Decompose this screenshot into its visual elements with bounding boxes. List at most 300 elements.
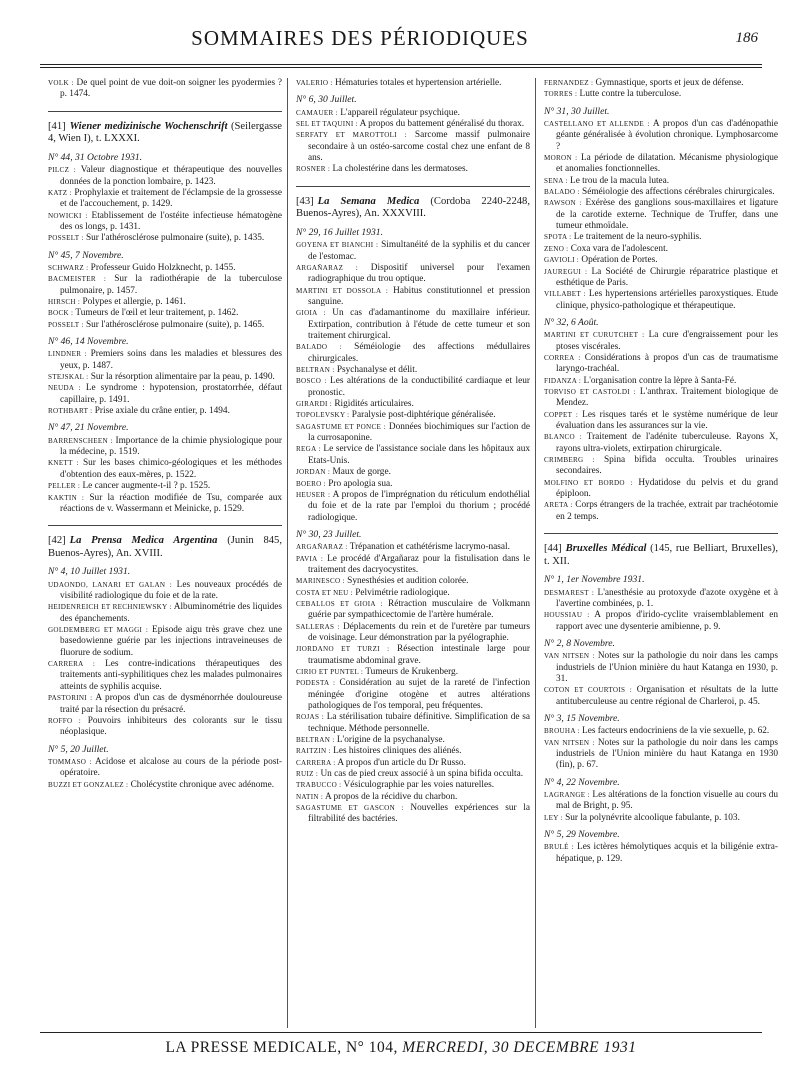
- article-author: COSTA ET NEU :: [296, 588, 353, 597]
- article-entry: [48, 210, 282, 234]
- article-author: MORON :: [544, 154, 578, 163]
- article-author: PILCZ :: [48, 166, 77, 175]
- article-author: BALADO :: [296, 343, 342, 352]
- article-title: Séméiologie des affections cérébrales chirurgicales.: [582, 187, 775, 198]
- article-entry: [48, 372, 282, 383]
- article-author: COPPET :: [544, 410, 579, 419]
- article-entry: [48, 693, 283, 716]
- section-rule: [296, 186, 530, 187]
- article-author: JAUREGUI :: [544, 267, 588, 276]
- article-author: BOSCO :: [296, 377, 327, 386]
- issue-heading: N° 47, 21 Novembre.: [48, 422, 129, 434]
- article-title: Albuminométrie des liquides des épanchements.: [60, 602, 283, 624]
- article-entry: [48, 297, 282, 308]
- article-entry: [544, 842, 778, 865]
- article-author: VAN NITSEN :: [544, 738, 595, 747]
- journal-number: [42]: [48, 535, 66, 547]
- page-header: [40, 22, 760, 62]
- article-author: GAVIOLI :: [544, 256, 580, 265]
- article-entry: [544, 386, 779, 410]
- article-title: Nouvelles expériences sur la filtrabilité des bactéries.: [308, 803, 530, 825]
- article-author: ROFFO :: [48, 716, 82, 725]
- article-entry: [544, 352, 778, 376]
- article-author: PAVIA :: [296, 554, 324, 563]
- article-author: ARGAÑARAZ :: [296, 263, 359, 272]
- article-title: A propos d'irido-cyclite vraisemblablement en rapport avec une dysenterie amibienne, p. 9.: [556, 610, 778, 632]
- article-entry: [296, 308, 530, 342]
- article-entry: [296, 164, 530, 175]
- article-author: KNETT :: [48, 459, 79, 468]
- article-title: La Société de Chirurgie réparatrice plastique et esthétique de Paris.: [556, 266, 778, 288]
- article-entry: [48, 262, 282, 274]
- article-entry: [296, 107, 530, 119]
- article-title: Synesthésies et audition colorée.: [347, 576, 469, 587]
- article-author: TORRES :: [544, 90, 578, 99]
- article-entry: [48, 274, 283, 297]
- article-title: Les nouveaux procédés de visibilité radiologique du foie et de la rate.: [60, 579, 282, 602]
- article-entry: [296, 678, 530, 712]
- article-author: HEIDENREICH ET RECHNIEWSKY :: [48, 603, 172, 612]
- article-title: Les hypertensions artérielles paroxystiques. Etude clinique, physico-pathologique et thérapeutique.: [556, 289, 778, 311]
- article-entry: [544, 500, 778, 523]
- issue-heading: N° 4, 10 Juillet 1931.: [48, 566, 131, 578]
- article-author: CEBALLOS ET GIOIA :: [296, 599, 383, 608]
- article-author: MOLFINO ET BORDO :: [544, 478, 633, 487]
- article-entry: [48, 492, 282, 516]
- article-author: DESMAREST :: [544, 588, 595, 597]
- article-title: Premiers soins dans les maladies et blessures des yeux, p. 1487.: [60, 349, 283, 371]
- article-title: Tumeurs de Krukenberg.: [365, 667, 459, 677]
- article-author: PELLER :: [48, 482, 81, 491]
- article-title: Notes sur la pathologie du noir dans les camps industriels de l'Union minière du haut Katanga en 1930, p. 31.: [556, 651, 779, 684]
- article-author: NEUDA :: [48, 384, 81, 393]
- article-title: Rigidités articulaires.: [334, 399, 414, 410]
- article-title: Sur l'athérosclérose pulmonaire (suite), p. 1465.: [85, 319, 265, 330]
- article-entry: [296, 735, 530, 746]
- article-title: Le cancer augmente-t-il ? p. 1525.: [82, 481, 211, 492]
- column-divider: [535, 78, 536, 1028]
- article-entry: [296, 376, 530, 399]
- article-author: SENA :: [544, 176, 568, 185]
- article-title: Professeur Guido Holzknecht, p. 1455.: [90, 262, 236, 273]
- article-entry: [296, 342, 531, 365]
- article-title: La période de dilatation. Mécanisme physiologique et anomalies fonctionnelles.: [556, 153, 778, 175]
- article-author: CARRERA :: [296, 758, 336, 767]
- article-title: Données biochimiques sur l'action de la currosaponine.: [308, 421, 530, 444]
- article-author: CAMAUER :: [296, 108, 338, 117]
- issue-heading: N° 2, 8 Novembre.: [544, 637, 615, 649]
- article-title: Sur la réaction modifiée de Tsu, comparée aux réactions de v. Wassermann et Meinicke, p. 1529.: [60, 492, 282, 514]
- article-entry: [544, 685, 778, 708]
- article-entry: [296, 285, 531, 309]
- journal-title: Wiener medizinische Wochenschrift: [69, 120, 228, 132]
- article-entry: [296, 478, 530, 490]
- article-author: GIRARDI :: [296, 400, 333, 409]
- article-title: Pro apologia sua.: [328, 478, 393, 489]
- article-title: Sarcome massif pulmonaire secondaire à un ostéo-sarcome costal chez une enfant de 8 ans.: [308, 130, 530, 164]
- article-entry: [544, 812, 778, 824]
- article-title: Spina bifida occulta. Troubles urinaires secondaires.: [556, 455, 779, 477]
- page-footer: [40, 1032, 762, 1057]
- article-entry: [296, 598, 531, 622]
- article-author: SAGASTUME ET PONCE :: [296, 422, 387, 431]
- article-entry: [296, 421, 530, 445]
- article-title: Opération de Portes.: [581, 255, 658, 266]
- article-title: A propos d'un article du Dr Russo.: [337, 757, 466, 768]
- article-entry: [48, 579, 282, 603]
- article-entry: [296, 769, 530, 780]
- journal-heading: [48, 535, 282, 560]
- article-author: VAN NITSEN :: [544, 652, 595, 661]
- article-title: Le procédé d'Argañaraz pour la fistulisation dans le traitement des dacryocystites.: [308, 553, 530, 575]
- article-entry: [296, 712, 530, 735]
- article-title: Cholécystite chronique avec adénome.: [130, 779, 275, 790]
- article-author: GOLDEMBERG ET MAGGI :: [48, 626, 149, 635]
- article-author: ARGAÑARAZ :: [296, 543, 348, 552]
- article-author: ROJAS :: [296, 713, 324, 722]
- article-title: Exérèse des ganglions sous-maxillaires et ligature de la carotide externe. Technique de Truffer, dans une tumeur ethmoïdale.: [556, 198, 779, 232]
- article-entry: [544, 737, 779, 772]
- article-entry: [296, 667, 530, 678]
- article-author: CIRIO ET PUNTEL :: [296, 668, 364, 676]
- article-author: UDAONDO, LANARI ET GALAN :: [48, 580, 172, 589]
- article-title: Rétraction musculaire de Volkmann guérie par sympathicectomie de l'artère humérale.: [308, 598, 531, 621]
- article-entry: [48, 756, 283, 780]
- article-title: Tumeurs de l'œil et leur traitement, p. 1462.: [75, 308, 239, 319]
- article-title: Le traitement de la neuro-syphilis.: [573, 232, 702, 243]
- article-entry: [544, 266, 778, 290]
- article-entry: [544, 198, 779, 232]
- article-title: Trépanation et cathétérisme lacrymo-nasal.: [349, 542, 510, 553]
- article-title: Le trou de la macula lutea.: [570, 175, 670, 186]
- article-author: TRABUCCO :: [296, 781, 342, 790]
- article-title: Notes sur la pathologie du noir dans les camps industriels de l'Union minière du haut Katanga en 1930 (fin), p. 67.: [556, 737, 779, 771]
- journal-details: (Cordoba 2240-2248, Buenos-Ayres), An. XXXVIII.: [296, 195, 530, 220]
- article-entry: [296, 130, 530, 164]
- header-rule-double: [40, 67, 762, 68]
- article-author: REGA :: [296, 445, 321, 454]
- issue-heading: N° 45, 7 Novembre.: [48, 249, 124, 261]
- article-author: MARTINI ET DOSSOLA :: [296, 286, 389, 295]
- article-author: KATZ :: [48, 188, 72, 197]
- article-entry: [296, 119, 530, 130]
- article-entry: [296, 542, 530, 553]
- article-author: POSSELT :: [48, 234, 84, 243]
- article-author: ARETA :: [544, 501, 573, 510]
- article-author: VALERIO :: [296, 79, 333, 87]
- article-title: Considération au sujet de la rareté de l'infection méningée d'origine otogène et autres altérations pathologiques de l'os temporal, peu fréquentes.: [308, 678, 530, 712]
- article-entry: [544, 78, 778, 89]
- journal-details: (Seilergasse 4, Wien I), t. LXXXI.: [48, 120, 282, 145]
- article-title: Organisation et résultats de la lutte antituberculeuse au centre régional de Charleroi, p. 45.: [556, 685, 778, 707]
- article-entry: [296, 489, 531, 524]
- issue-heading: N° 31, 30 Juillet.: [544, 105, 610, 117]
- article-author: BRULÉ :: [544, 843, 574, 852]
- article-entry: [296, 78, 530, 89]
- article-author: KAKTIN :: [48, 493, 85, 502]
- article-entry: [48, 715, 283, 739]
- article-author: SPOTA :: [544, 233, 572, 242]
- article-title: De quel point de vue doit-on soigner les pyodermies ? p. 1474.: [60, 78, 282, 100]
- article-author: FIDANZA :: [544, 376, 582, 385]
- article-entry: [296, 399, 530, 410]
- article-author: JORDAN :: [296, 468, 331, 477]
- page-number: 186: [735, 30, 758, 46]
- article-title: Habitus constitutionnel et pression sanguine.: [308, 285, 531, 307]
- article-author: LINDNER :: [48, 350, 87, 359]
- article-entry: [544, 187, 778, 198]
- article-title: Sur la résorption alimentaire par la peau, p. 1490.: [90, 372, 275, 383]
- article-entry: [544, 587, 779, 611]
- article-author: CASTELLANO ET ALLENDE :: [544, 120, 650, 129]
- article-author: BOCK :: [48, 309, 74, 318]
- article-entry: [296, 262, 531, 286]
- article-title: Résection intestinale large pour traumatisme abdominal grave.: [308, 644, 531, 666]
- article-author: ROSNER :: [296, 165, 331, 174]
- article-author: SERFATY ET MAROTTOLI :: [296, 131, 407, 140]
- article-entry: [296, 240, 530, 263]
- article-author: TOPOLEVSKY :: [296, 411, 350, 420]
- article-entry: [544, 455, 779, 478]
- article-entry: [544, 232, 778, 243]
- journal-heading: [296, 196, 530, 221]
- article-title: Le syndrome : hypotension, prostatorrhée, défaut capillaire, p. 1491.: [60, 383, 283, 405]
- article-entry: [296, 803, 530, 826]
- article-entry: [544, 409, 778, 433]
- article-title: Sur la polynévrite alcoolique fabulante, p. 103.: [565, 812, 740, 823]
- article-title: Traitement de l'adénite tuberculeuse. Rayons X, rayons ultra-violets, extirpation chirurgicale.: [556, 432, 779, 454]
- article-title: Considérations à propos d'un cas de traumatisme laryngo-trachéal.: [556, 352, 778, 375]
- article-entry: [544, 375, 778, 387]
- article-entry: [296, 576, 530, 587]
- article-title: Gymnastique, sports et jeux de défense.: [595, 78, 744, 88]
- column-2: [296, 78, 530, 826]
- article-author: NATIN :: [296, 792, 324, 801]
- article-title: Séméiologie des affections médullaires chirurgicales.: [308, 342, 531, 364]
- article-author: POSSELT :: [48, 320, 84, 329]
- article-title: Déplacements du rein et de l'uretère par tumeurs de voisinage. Leur démonstration par la pyélographie.: [308, 621, 530, 643]
- journal-title: La Semana Medica: [317, 195, 420, 207]
- article-entry: [544, 330, 778, 353]
- article-entry: [296, 644, 531, 667]
- article-entry: [48, 435, 283, 459]
- article-title: Psychanalyse et délit.: [336, 365, 418, 376]
- journal-heading: [544, 543, 778, 568]
- article-title: A propos de l'imprégnation du réticulum endothélial du foie et de la rate par l'emploi du thorium ; procédé radiologique.: [308, 489, 531, 523]
- article-entry: [544, 255, 778, 266]
- issue-heading: N° 5, 20 Juillet.: [48, 743, 109, 755]
- article-author: BROUHA :: [544, 727, 580, 736]
- article-entry: [296, 444, 530, 467]
- article-title: Sur les bases chimico-géologiques et les méthodes d'obtention des eaux-mères, p. 1522.: [60, 458, 282, 480]
- article-author: HEUSER :: [296, 490, 331, 499]
- footer-date: MERCREDI, 30 DECEMBRE 1931: [402, 1039, 637, 1056]
- article-title: Les facteurs endocriniens de la vie sexuelle, p. 62.: [582, 726, 770, 737]
- article-title: L'origine de la psychanalyse.: [336, 735, 445, 746]
- issue-heading: N° 1, 1er Novembre 1931.: [544, 574, 645, 586]
- issue-heading: N° 30, 23 Juillet.: [296, 528, 362, 540]
- article-entry: [48, 659, 282, 693]
- article-author: HIRSCH :: [48, 298, 81, 306]
- column-1: [48, 78, 282, 791]
- article-entry: [296, 410, 530, 421]
- article-entry: [544, 790, 778, 813]
- section-rule: [544, 533, 778, 534]
- article-entry: [296, 467, 530, 478]
- journal-number: [41]: [48, 120, 66, 132]
- article-entry: [544, 289, 778, 312]
- article-title: Valeur diagnostique et thérapeutique des nouvelles données de la ponction lombaire, p. 1423.: [60, 165, 282, 187]
- article-title: A propos de la récidive du charbon.: [324, 791, 458, 802]
- article-author: GOYENA ET BIANCHI :: [296, 241, 379, 250]
- article-title: A propos d'un cas d'adénopathie géante généralisée à évolution chronique. Lymphosarcome ?: [556, 119, 778, 152]
- article-author: LAGRANGE :: [544, 791, 590, 800]
- article-entry: [296, 621, 530, 645]
- article-author: MARTINI ET CURUTCHET :: [544, 331, 645, 340]
- article-title: La cure d'engraissement pour les ptoses viscérales.: [556, 330, 778, 352]
- article-entry: [48, 349, 283, 372]
- article-title: Prise axiale du crâne entier, p. 1494.: [94, 406, 230, 417]
- footer-rule: [40, 1032, 762, 1033]
- article-author: GIOIA :: [296, 309, 326, 318]
- article-entry: [296, 757, 530, 769]
- article-title: L'organisation contre la lèpre à Santa-Fé.: [583, 375, 737, 386]
- article-author: FERNANDEZ :: [544, 79, 594, 87]
- article-title: Sur la radiothérapie de la tuberculose pulmonaire, p. 1457.: [60, 274, 283, 296]
- article-title: Pelvimétrie radiologique.: [355, 587, 450, 598]
- article-entry: [296, 365, 530, 376]
- section-rule: [48, 525, 282, 526]
- article-title: Les altérations de la fonction visuelle au cours du mal de Bright, p. 95.: [556, 790, 778, 812]
- article-entry: [48, 602, 283, 625]
- issue-heading: N° 4, 22 Novembre.: [544, 776, 620, 788]
- issue-heading: N° 44, 31 Octobre 1931.: [48, 151, 143, 163]
- issue-heading: N° 5, 29 Novembre.: [544, 829, 620, 841]
- article-title: Episode aigu très grave chez une basedowienne guérie par les injections intraveineuses de fluorure de sodium.: [60, 625, 282, 658]
- journal-details: (Junin 845, Buenos-Ayres), An. XVIII.: [48, 535, 282, 559]
- article-author: PODESTA :: [296, 679, 336, 688]
- article-entry: [544, 726, 778, 737]
- article-title: Lutte contre la tuberculose.: [579, 89, 682, 100]
- article-title: Le service de l'assistance sociale dans les hôpitaux aux Etats-Unis.: [308, 444, 530, 466]
- header-rule: [40, 64, 762, 65]
- article-author: TORVISO ET CASTOLDI :: [544, 387, 636, 396]
- article-author: NOWICKI :: [48, 211, 88, 220]
- article-title: Les contre-indications thérapeutiques des traitements anti-syphilitiques chez les malades pulmonaires atteints de syphilis acquise.: [60, 659, 282, 692]
- article-title: Corps étrangers de la trachée, extrait par trachéotomie en 2 temps.: [556, 500, 778, 522]
- article-title: A propos du battement généralisé du thorax.: [359, 119, 525, 130]
- article-author: CORREA :: [544, 353, 581, 362]
- journal-details: (145, rue Belliart, Bruxelles), t. XII.: [544, 543, 778, 567]
- article-title: A propos d'un cas de dysménorrhée douloureuse traité par la résection du présacré.: [60, 693, 283, 715]
- article-entry: [544, 243, 778, 255]
- article-entry: [544, 153, 778, 176]
- article-title: Sur l'athérosclérose pulmonaire (suite), p. 1435.: [85, 233, 265, 244]
- article-author: BALADO :: [544, 188, 580, 197]
- article-author: JIORDANO ET TURZI :: [296, 645, 390, 654]
- article-author: MARINESCO :: [296, 577, 345, 586]
- article-title: Coxa vara de l'adolescent.: [570, 243, 668, 254]
- journal-title: Bruxelles Médical: [565, 543, 647, 555]
- article-entry: [296, 791, 530, 803]
- article-title: La stérilisation tubaire définitive. Simplification de sa technique. Méthode personnelle.: [308, 712, 530, 734]
- article-title: Un cas d'adamantinome du maxillaire inférieur. Extirpation, contribution à l'étude de cette tumeur et son traitement chirurgical.: [308, 308, 530, 342]
- article-author: BARRENSCHEEN :: [48, 436, 113, 445]
- article-author: VOLK :: [48, 79, 74, 87]
- article-entry: [48, 458, 282, 481]
- article-title: Etablissement de l'ostéite infectieuse hématogène des os longs, p. 1431.: [60, 210, 282, 232]
- article-entry: [544, 175, 778, 187]
- article-title: Hydatidose du pelvis et du grand épiploon.: [556, 477, 778, 500]
- article-title: Un cas de pied creux associé à un spina bifida occulta.: [320, 769, 524, 780]
- article-entry: [296, 587, 530, 599]
- article-entry: [48, 308, 282, 319]
- article-author: COTON ET COURTOIS :: [544, 686, 632, 695]
- article-author: HOUSSIAU :: [544, 611, 590, 620]
- article-author: BUZZI ET GONZALEZ :: [48, 780, 129, 789]
- article-entry: [544, 89, 778, 100]
- article-title: Pouvoirs inhibiteurs des colorants sur le tissu néoplasique.: [60, 715, 283, 738]
- article-title: Paralysie post-diphtérique généralisée.: [351, 410, 496, 421]
- article-title: La cholestérine dans les dermatoses.: [332, 164, 468, 175]
- article-entry: [296, 553, 530, 577]
- column-3: [544, 78, 778, 865]
- footer-text: [40, 1039, 762, 1057]
- article-entry: [48, 383, 283, 406]
- journal-number: [43]: [296, 195, 314, 207]
- column-divider: [287, 78, 288, 1028]
- footer-publication: LA PRESSE MEDICALE, N° 104,: [165, 1039, 398, 1056]
- issue-heading: N° 6, 30 Juillet.: [296, 94, 357, 106]
- article-entry: [48, 481, 282, 492]
- article-title: L'appareil régulateur psychique.: [340, 107, 460, 118]
- article-author: SCHWARZ :: [48, 263, 89, 272]
- article-author: CRIMBERG :: [544, 456, 595, 464]
- article-title: Les histoires cliniques des aliénés.: [333, 746, 462, 757]
- article-title: Acidose et alcalose au cours de la période post-opératoire.: [60, 756, 283, 779]
- article-author: VILLABET :: [544, 290, 586, 299]
- article-entry: [48, 187, 283, 211]
- article-author: PASTORINI :: [48, 694, 93, 703]
- article-title: Les risques tarés et le système numérique de leur évaluation dans les assurances sur la vie.: [556, 409, 778, 431]
- article-title: Polypes et allergie, p. 1461.: [82, 297, 186, 307]
- article-author: RUIZ :: [296, 770, 319, 779]
- journal-title: La Prensa Medica Argentina: [69, 535, 218, 547]
- journal-heading: [48, 121, 282, 146]
- issue-heading: N° 3, 15 Novembre.: [544, 713, 620, 725]
- issue-heading: N° 32, 6 Août.: [544, 316, 599, 328]
- article-author: BELTRAN :: [296, 366, 335, 375]
- article-author: STEJSKAL :: [48, 373, 89, 382]
- article-entry: [48, 406, 282, 417]
- article-title: Les ictères hémolytiques acquis et la biligénie extra-hépatique, p. 129.: [556, 842, 778, 864]
- article-author: LEY :: [544, 813, 563, 822]
- article-author: BACMEISTER :: [48, 275, 107, 284]
- article-title: Importance de la chimie physiologique pour la médecine, p. 1519.: [60, 435, 283, 458]
- article-entry: [544, 651, 779, 685]
- article-entry: [48, 165, 282, 188]
- article-entry: [48, 78, 282, 101]
- article-entry: [48, 779, 282, 791]
- article-entry: [296, 746, 530, 757]
- article-author: BOERO :: [296, 479, 326, 488]
- article-entry: [544, 119, 778, 153]
- article-entry: [48, 319, 282, 331]
- article-title: Maux de gorge.: [332, 467, 391, 478]
- article-title: Dispositif universel pour l'examen radiographique du trou optique.: [308, 262, 531, 285]
- article-entry: [544, 432, 779, 455]
- article-author: BELTRAN :: [296, 736, 335, 745]
